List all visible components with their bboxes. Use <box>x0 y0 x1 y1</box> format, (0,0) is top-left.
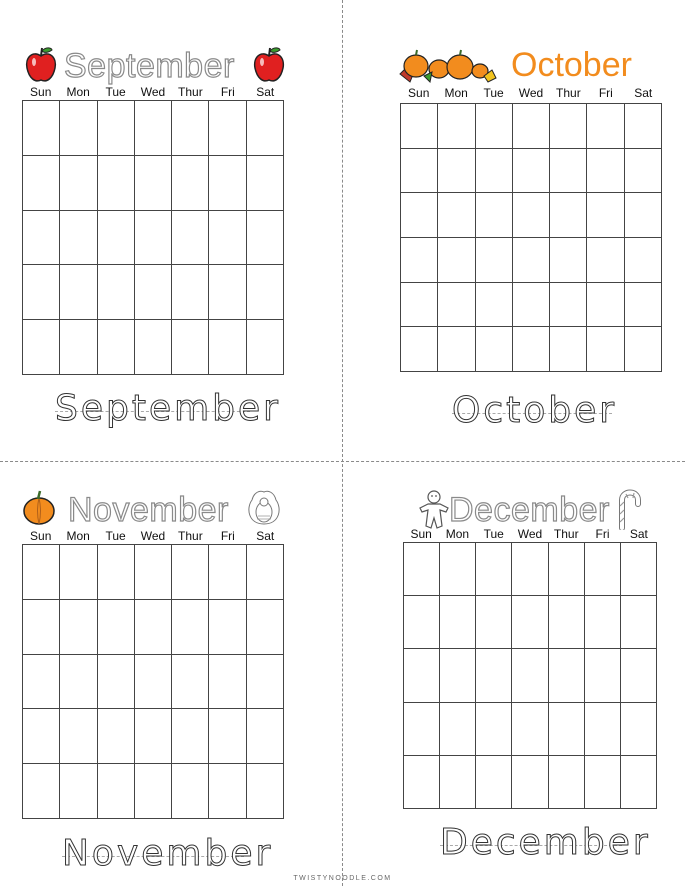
calendar-cell <box>585 596 621 649</box>
calendar-cell <box>587 104 624 149</box>
calendar-cell <box>209 265 246 320</box>
horizontal-cut-line <box>0 461 685 462</box>
weekday-label: Sun <box>410 527 432 541</box>
calendar-cell <box>98 709 135 764</box>
calendar-cell <box>440 756 476 809</box>
calendar-cell <box>404 543 440 596</box>
calendar-cell <box>585 756 621 809</box>
calendar-cell <box>401 283 438 328</box>
calendar-cell <box>404 649 440 702</box>
calendar-cell <box>98 265 135 320</box>
candy-cane-icon <box>614 488 644 530</box>
calendar-cell <box>60 211 97 266</box>
weekday-label: Fri <box>220 85 235 99</box>
calendar-cell <box>247 101 284 156</box>
tracing-word: December <box>440 822 651 863</box>
calendar-cell <box>476 596 512 649</box>
calendar-cell <box>172 265 209 320</box>
calendar-cell <box>625 149 662 194</box>
calendar-cell <box>440 703 476 756</box>
calendar-cell <box>587 238 624 283</box>
calendar-cell <box>549 543 585 596</box>
calendar-cell <box>209 545 246 600</box>
calendar-cell <box>404 596 440 649</box>
calendar-cell <box>172 320 209 375</box>
calendar-cell <box>98 600 135 655</box>
calendar-cell <box>438 327 475 372</box>
calendar-cell <box>247 320 284 375</box>
calendar-grid <box>22 544 284 819</box>
calendar-cell <box>135 101 172 156</box>
calendar-cell <box>247 265 284 320</box>
calendar-cell <box>60 545 97 600</box>
calendar-cell <box>60 709 97 764</box>
weekday-header <box>22 529 284 543</box>
calendar-cell <box>438 283 475 328</box>
calendar-cell <box>550 149 587 194</box>
calendar-cell <box>550 104 587 149</box>
month-title: December <box>449 491 610 529</box>
calendar-cell <box>625 104 662 149</box>
calendar-cell <box>621 543 657 596</box>
calendar-cell <box>23 545 60 600</box>
calendar-cell <box>23 211 60 266</box>
calendar-cell <box>440 596 476 649</box>
calendar-cell <box>247 655 284 710</box>
calendar-cell <box>209 156 246 211</box>
calendar-cell <box>550 327 587 372</box>
calendar-cell <box>438 238 475 283</box>
calendar-cell <box>135 265 172 320</box>
weekday-label: Wed <box>140 85 166 99</box>
calendar-cell <box>476 756 512 809</box>
calendar-cell <box>401 149 438 194</box>
calendar-cell <box>172 545 209 600</box>
pumpkins-icon <box>398 48 498 84</box>
weekday-label: Fri <box>598 86 613 100</box>
calendar-cell <box>476 283 513 328</box>
calendar-cell <box>438 149 475 194</box>
calendar-cell <box>513 193 550 238</box>
calendar-grid <box>400 103 662 372</box>
weekday-label: Mon <box>66 529 90 543</box>
tracing-word: September <box>55 388 281 429</box>
calendar-cell <box>209 211 246 266</box>
calendar-cell <box>585 543 621 596</box>
calendar-cell <box>60 265 97 320</box>
calendar-cell <box>209 101 246 156</box>
weekday-label: Tue <box>483 86 504 100</box>
calendar-cell <box>550 193 587 238</box>
calendar-cell <box>135 709 172 764</box>
calendar-cell <box>23 709 60 764</box>
weekday-header <box>400 86 662 100</box>
calendar-cell <box>513 104 550 149</box>
calendar-cell <box>247 600 284 655</box>
calendar-cell <box>98 101 135 156</box>
calendar-cell <box>513 283 550 328</box>
weekday-label: Thur <box>556 86 581 100</box>
calendar-cell <box>404 703 440 756</box>
calendar-cell <box>438 193 475 238</box>
calendar-cell <box>135 211 172 266</box>
calendar-cell <box>60 600 97 655</box>
calendar-cell <box>23 655 60 710</box>
calendar-cell <box>135 156 172 211</box>
weekday-label: Sun <box>30 529 52 543</box>
calendar-cell <box>621 756 657 809</box>
calendar-cell <box>587 327 624 372</box>
calendar-cell <box>23 265 60 320</box>
calendar-cell <box>625 327 662 372</box>
calendar-cell <box>625 283 662 328</box>
calendar-cell <box>247 764 284 819</box>
calendar-cell <box>209 320 246 375</box>
calendar-cell <box>512 756 548 809</box>
month-title: November <box>68 491 229 529</box>
calendar-cell <box>585 649 621 702</box>
calendar-cell <box>550 283 587 328</box>
weekday-label: Sat <box>629 527 648 541</box>
weekday-label: Mon <box>66 85 90 99</box>
calendar-cell <box>172 600 209 655</box>
calendar-cell <box>476 327 513 372</box>
weekday-label: Thur <box>553 527 579 541</box>
calendar-cell <box>549 703 585 756</box>
calendar-cell <box>512 596 548 649</box>
calendar-cell <box>135 655 172 710</box>
month-title: September <box>64 47 235 85</box>
calendar-cell <box>98 320 135 375</box>
gingerbread-man-icon <box>418 490 450 530</box>
weekday-label: Mon <box>445 527 470 541</box>
calendar-cell <box>23 320 60 375</box>
weekday-label: Tue <box>105 85 126 99</box>
calendar-cell <box>438 104 475 149</box>
calendar-cell <box>401 104 438 149</box>
calendar-cell <box>60 320 97 375</box>
calendar-cell <box>23 600 60 655</box>
weekday-label: Sun <box>408 86 430 100</box>
calendar-cell <box>135 600 172 655</box>
weekday-label: Thur <box>178 85 203 99</box>
calendar-cell <box>440 649 476 702</box>
calendar-grid <box>403 542 657 809</box>
calendar-cell <box>549 596 585 649</box>
calendar-cell <box>587 283 624 328</box>
weekday-label: Wed <box>140 529 166 543</box>
weekday-label: Thur <box>178 529 203 543</box>
calendar-cell <box>401 238 438 283</box>
calendar-cell <box>98 655 135 710</box>
calendar-cell <box>585 703 621 756</box>
calendar-cell <box>247 709 284 764</box>
calendar-cell <box>513 149 550 194</box>
calendar-cell <box>209 655 246 710</box>
weekday-label: Fri <box>595 527 610 541</box>
pumpkin-icon <box>22 490 56 526</box>
weekday-label: Sat <box>634 86 653 100</box>
calendar-cell <box>476 149 513 194</box>
footer-brand: TWISTYNOODLE.COM <box>293 875 392 882</box>
calendar-cell <box>512 649 548 702</box>
calendar-cell <box>476 104 513 149</box>
calendar-cell <box>23 101 60 156</box>
calendar-cell <box>172 764 209 819</box>
tracing-word: October <box>452 390 618 431</box>
calendar-cell <box>621 596 657 649</box>
weekday-label: Tue <box>483 527 504 541</box>
apple-icon <box>252 46 286 84</box>
calendar-cell <box>209 709 246 764</box>
calendar-cell <box>23 156 60 211</box>
weekday-label: Sat <box>256 85 275 99</box>
weekday-label: Wed <box>517 527 543 541</box>
calendar-cell <box>513 238 550 283</box>
calendar-cell <box>621 703 657 756</box>
calendar-cell <box>476 649 512 702</box>
weekday-label: Mon <box>444 86 468 100</box>
calendar-cell <box>98 764 135 819</box>
calendar-cell <box>98 156 135 211</box>
calendar-cell <box>60 655 97 710</box>
calendar-cell <box>621 649 657 702</box>
calendar-cell <box>512 543 548 596</box>
weekday-label: Sun <box>30 85 52 99</box>
calendar-cell <box>247 211 284 266</box>
calendar-cell <box>60 764 97 819</box>
calendar-cell <box>135 545 172 600</box>
calendar-cell <box>135 320 172 375</box>
calendar-cell <box>549 649 585 702</box>
calendar-cell <box>401 193 438 238</box>
calendar-cell <box>247 545 284 600</box>
calendar-cell <box>476 703 512 756</box>
calendar-cell <box>247 156 284 211</box>
calendar-cell <box>549 756 585 809</box>
weekday-label: Tue <box>105 529 126 543</box>
calendar-cell <box>172 211 209 266</box>
calendar-cell <box>209 600 246 655</box>
tracing-word: November <box>62 833 274 874</box>
calendar-cell <box>404 756 440 809</box>
calendar-cell <box>98 211 135 266</box>
calendar-cell <box>476 193 513 238</box>
calendar-cell <box>440 543 476 596</box>
calendar-cell <box>625 238 662 283</box>
turkey-icon <box>244 488 284 528</box>
month-title: October <box>511 46 632 84</box>
calendar-cell <box>625 193 662 238</box>
calendar-cell <box>209 764 246 819</box>
calendar-cell <box>587 149 624 194</box>
calendar-cell <box>172 101 209 156</box>
calendar-grid <box>22 100 284 375</box>
calendar-cell <box>172 156 209 211</box>
weekday-label: Sat <box>256 529 275 543</box>
calendar-cell <box>60 101 97 156</box>
calendar-cell <box>513 327 550 372</box>
calendar-cell <box>587 193 624 238</box>
calendar-cell <box>60 156 97 211</box>
weekday-label: Wed <box>518 86 544 100</box>
calendar-cell <box>401 327 438 372</box>
calendar-cell <box>172 655 209 710</box>
calendar-cell <box>23 764 60 819</box>
calendar-cell <box>172 709 209 764</box>
calendar-cell <box>550 238 587 283</box>
calendar-cell <box>98 545 135 600</box>
calendar-cell <box>476 238 513 283</box>
weekday-header <box>22 85 284 99</box>
weekday-header <box>403 527 657 541</box>
weekday-label: Fri <box>220 529 235 543</box>
apple-icon <box>24 46 58 84</box>
calendar-cell <box>476 543 512 596</box>
calendar-cell <box>512 703 548 756</box>
vertical-cut-line <box>342 0 343 886</box>
calendar-cell <box>135 764 172 819</box>
